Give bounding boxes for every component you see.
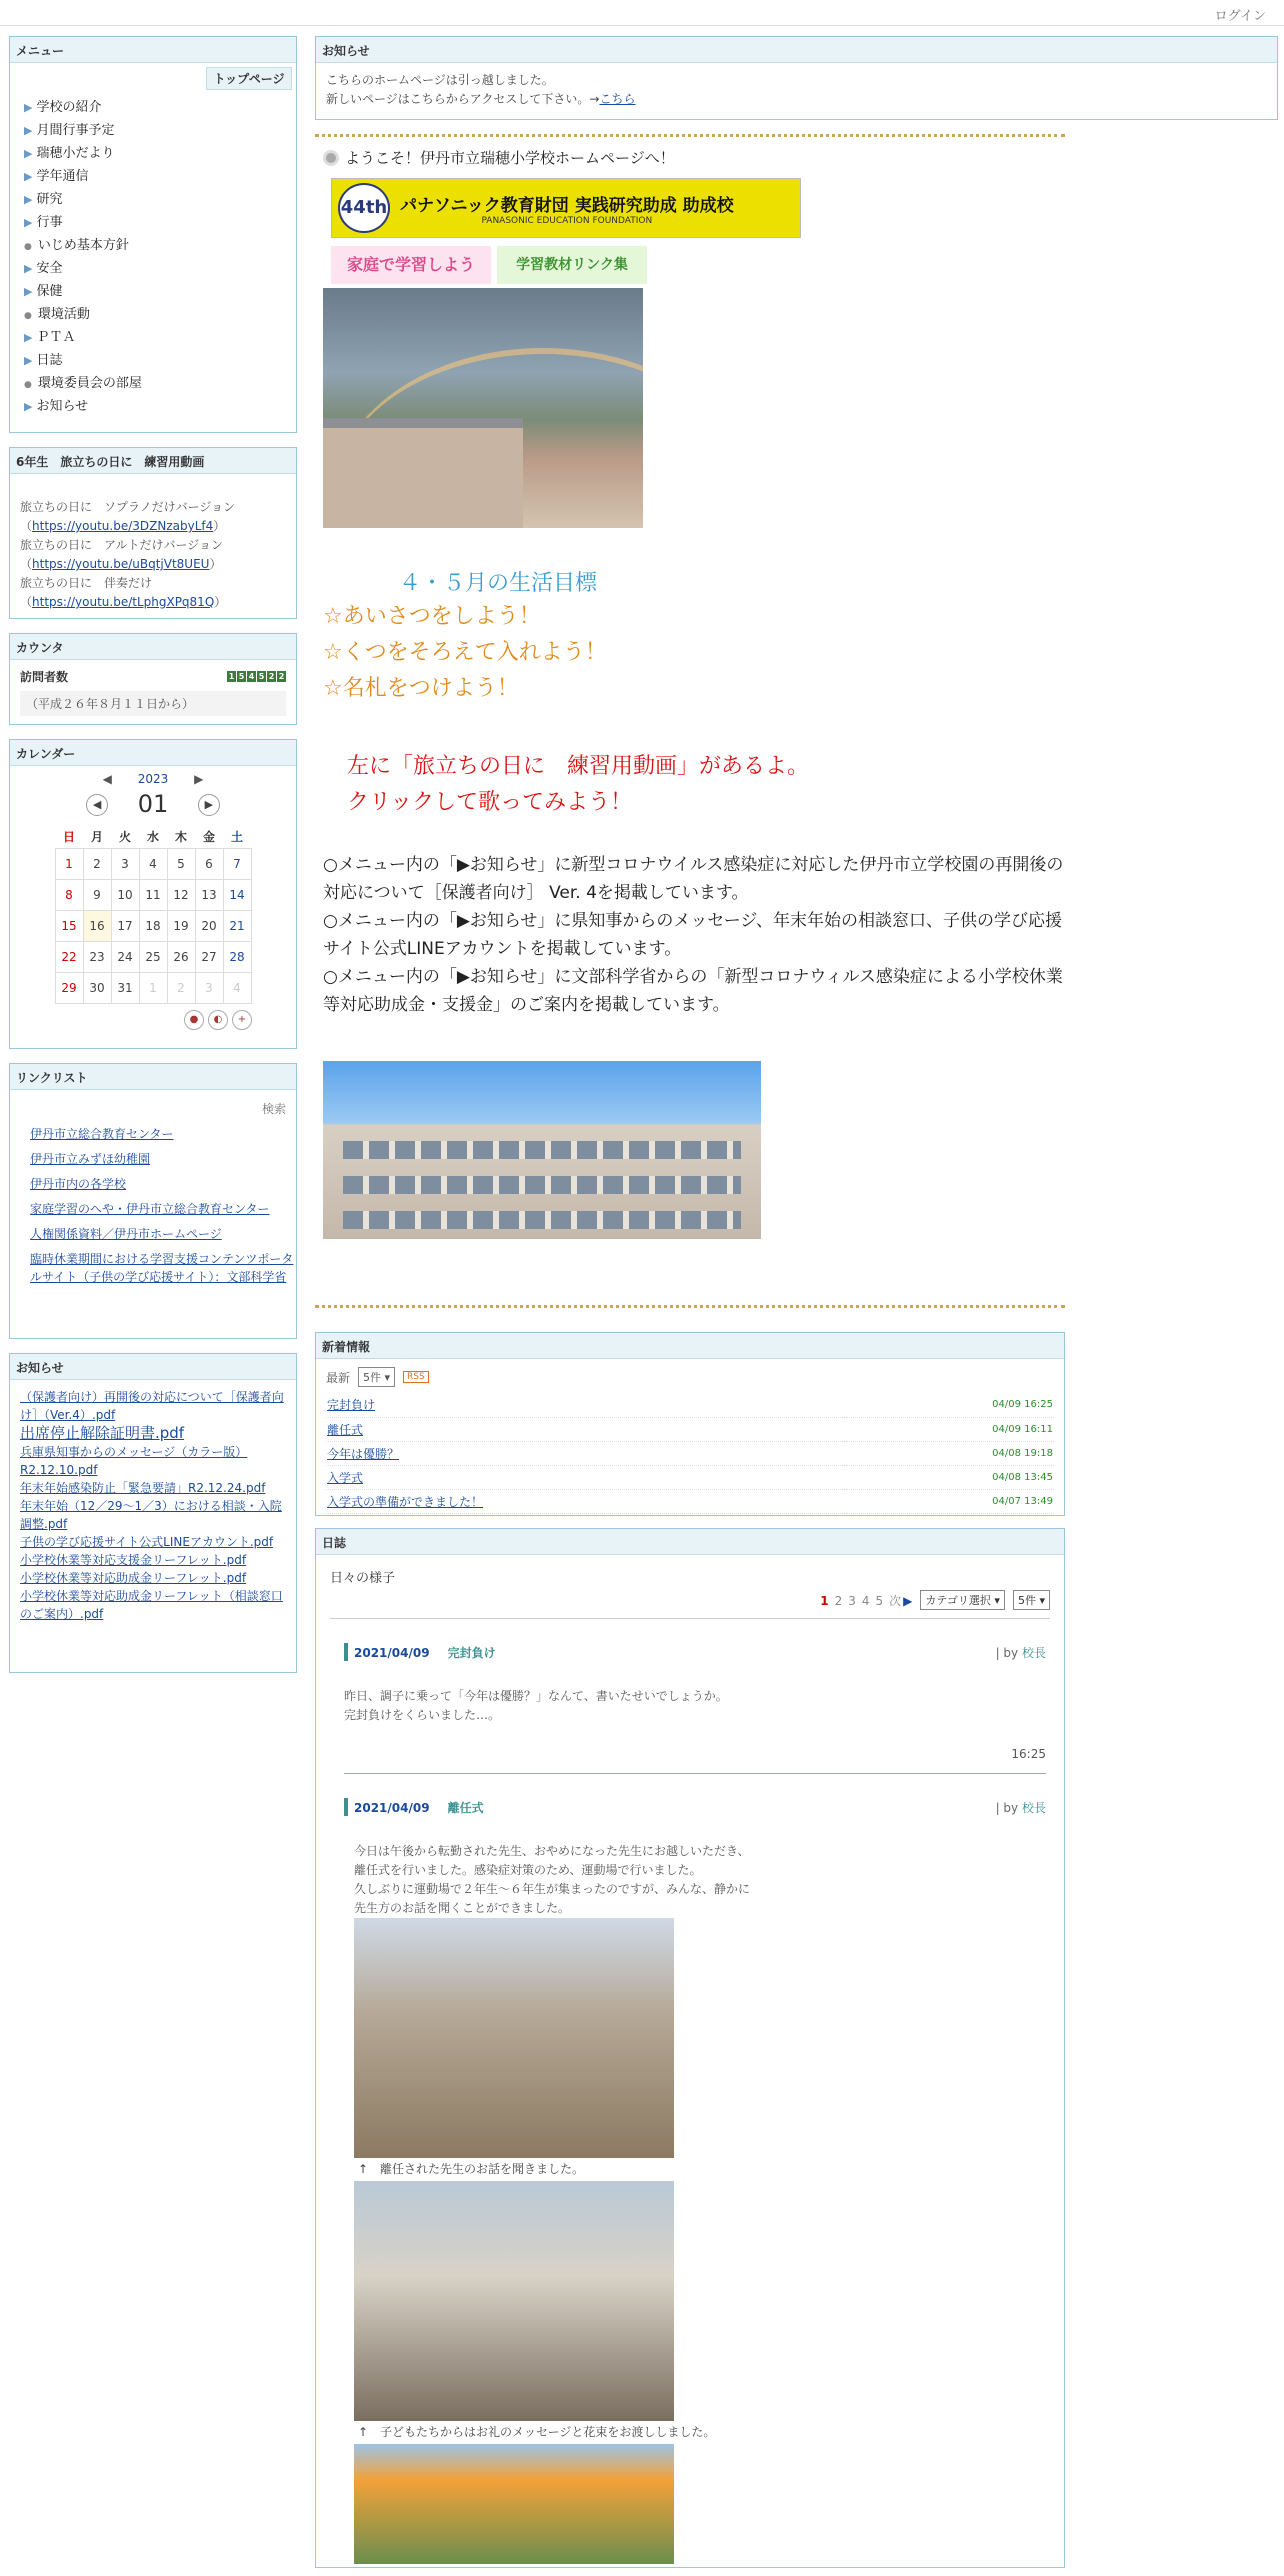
notice-file-link[interactable]: 小学校休業等対応支援金リーフレット.pdf xyxy=(20,1553,247,1567)
weekday-header: 火 xyxy=(118,830,131,845)
weekday-header: 水 xyxy=(146,830,159,845)
entry-time: 16:25 xyxy=(1011,1747,1046,1761)
calendar-day[interactable]: 13 xyxy=(195,879,223,910)
menu-title: メニュー xyxy=(10,37,296,63)
top-notice-line2: 新しいページはこちらからアクセスして下さい。→ xyxy=(326,92,600,106)
video-link[interactable]: https://youtu.be/uBqtjVt8UEU xyxy=(32,557,210,571)
calendar-day[interactable]: 25 xyxy=(139,941,167,972)
counter-digit: 5 xyxy=(238,672,245,681)
menu-list xyxy=(10,96,296,418)
menu-item-label: 研究 xyxy=(36,192,63,207)
visitor-count-digits xyxy=(227,671,286,682)
menu-item-label: 保健 xyxy=(36,284,63,299)
left-notice-block xyxy=(9,1353,297,1673)
link-list-item xyxy=(30,1175,296,1193)
weekday-header: 木 xyxy=(174,830,187,845)
menu-item-label: 学年通信 xyxy=(36,169,89,184)
entry-text-line: 今日は午後から転勤された先生、おやめになった先生にお越しいただき、 xyxy=(354,1844,750,1858)
calendar-day[interactable]: 8 xyxy=(55,879,83,910)
monthly-goal: ☆あいさつをしよう！ xyxy=(323,604,541,629)
calendar-day[interactable]: 16 xyxy=(83,910,111,941)
menu-notice-text: ○メニュー内の「▶お知らせ」に新型コロナウイルス感染症に対応した伊丹市立学校園の再開後の対応について［保護者向け］ Ver. 4を掲載しています。 xyxy=(323,855,1064,903)
link-list-item xyxy=(30,1150,296,1168)
pager-next[interactable]: 次 xyxy=(889,1593,902,1608)
video-hint-text: クリックして歌ってみよう！ xyxy=(347,790,633,815)
calendar-day[interactable]: 27 xyxy=(195,941,223,972)
bullet-dot-icon: ● xyxy=(24,380,32,390)
menu-item[interactable] xyxy=(24,280,296,303)
news-time: 04/09 16:25 xyxy=(847,1393,1054,1417)
news-title: 新着情報 xyxy=(316,1333,1064,1359)
entry-text-line: 先生方のお話を聞くことができました。 xyxy=(354,1901,571,1915)
counter-digit: 2 xyxy=(278,672,285,681)
calendar-day[interactable]: 30 xyxy=(83,972,111,1003)
notice-file-link[interactable]: 子供の学び応援サイト公式LINEアカウント.pdf xyxy=(20,1535,274,1549)
menu-item[interactable] xyxy=(24,96,296,119)
link-list-link[interactable]: 臨時休業期間における学習支援コンテンツポータルサイト（子供の学び応援サイト）：文部科学省 xyxy=(30,1252,294,1284)
counter-title: カウンタ xyxy=(10,634,296,660)
video-label: 旅立ちの日に ソプラノだけバージョン xyxy=(20,500,236,514)
pager-page[interactable]: 3 xyxy=(848,1593,856,1608)
entry-author[interactable]: 校長 xyxy=(1021,1645,1046,1660)
menu-item-label: 環境委員会の部屋 xyxy=(37,376,142,391)
next-year-arrow[interactable]: ▶ xyxy=(194,772,204,786)
school-building-photo xyxy=(323,1061,761,1239)
news-count-select[interactable]: 5件 ▾ xyxy=(358,1367,395,1387)
calendar-day[interactable]: 12 xyxy=(167,879,195,910)
visitor-count-label: 訪問者数 xyxy=(20,670,69,684)
video-link-line: （https://youtu.be/3DZNzabyLf4） xyxy=(20,519,226,533)
menu-item-label: ＰＴＡ xyxy=(36,330,76,345)
calendar-month: 01 xyxy=(137,790,169,818)
link-list-link[interactable]: 人権関係資料／伊丹市ホームページ xyxy=(30,1227,222,1241)
counter-digit: 5 xyxy=(258,672,265,681)
expand-triangle-icon: ▶ xyxy=(24,147,33,160)
weekday-header: 土 xyxy=(230,830,243,845)
link-list-link[interactable]: 家庭学習のへや・伊丹市立総合教育センター xyxy=(30,1202,270,1216)
news-link[interactable]: 離任式 xyxy=(327,1422,364,1437)
expand-triangle-icon: ▶ xyxy=(24,170,33,183)
expand-triangle-icon: ▶ xyxy=(24,193,33,206)
news-latest-label: 最新 xyxy=(326,1370,351,1385)
video-block-title: 6年生 旅立ちの日に 練習用動画 xyxy=(10,448,296,474)
calendar-year: 2023 xyxy=(137,772,169,786)
prev-year-arrow[interactable]: ◀ xyxy=(102,772,112,786)
entry-text-line: 昨日、調子に乗って「今年は優勝？」なんて、書いたせいでしょうか。 xyxy=(344,1689,728,1703)
calendar-day[interactable]: 1 xyxy=(139,972,167,1003)
menu-item[interactable] xyxy=(24,165,296,188)
top-bar xyxy=(0,0,1284,26)
news-row xyxy=(326,1441,1054,1465)
entry-date: 2021/04/09 xyxy=(354,1800,430,1815)
diary-subtitle: 日々の様子 xyxy=(330,1571,396,1586)
news-link[interactable]: 入学式 xyxy=(327,1470,364,1485)
divider xyxy=(315,134,1065,137)
home-study-banner[interactable]: 家庭で学習しよう xyxy=(331,246,491,284)
news-link[interactable]: 今年は優勝？ xyxy=(327,1446,400,1461)
expand-triangle-icon: ▶ xyxy=(24,262,33,275)
calendar-add-icon[interactable]: + xyxy=(232,1010,252,1030)
photo-caption: ↑ 子どもたちからはお礼のメッセージと花束をお渡ししました。 xyxy=(358,2425,716,2439)
login-link[interactable]: ログイン xyxy=(1214,9,1266,24)
news-link[interactable]: 入学式の準備ができました！ xyxy=(327,1494,484,1509)
rss-badge[interactable]: RSS xyxy=(403,1371,429,1383)
menu-item[interactable] xyxy=(24,119,296,142)
bullet-dot-icon: ● xyxy=(24,311,32,321)
link-search-link[interactable]: 検索 xyxy=(261,1102,286,1116)
new-site-link[interactable]: こちら xyxy=(599,92,636,106)
calendar-today-icon[interactable]: ● xyxy=(184,1010,204,1030)
link-list-title: リンクリスト xyxy=(10,1064,296,1090)
menu-item[interactable] xyxy=(24,372,296,395)
counter-digit: 2 xyxy=(268,672,275,681)
menu-item-label: 安全 xyxy=(36,261,63,276)
notice-file-link[interactable]: 兵庫県知事からのメッセージ（カラー版）R2.12.10.pdf xyxy=(20,1445,248,1477)
panasonic-banner[interactable] xyxy=(331,178,801,238)
entry-category[interactable]: 完封負け xyxy=(447,1645,496,1660)
panasonic-banner-title: パナソニック教育財団 実践研究助成 助成校 xyxy=(400,195,734,216)
calendar-block xyxy=(9,739,297,1049)
welcome-heading xyxy=(323,147,1065,168)
link-list-item xyxy=(30,1125,296,1143)
menu-item-label: 環境活動 xyxy=(37,307,90,322)
link-list-link[interactable]: 伊丹市立総合教育センター xyxy=(30,1127,174,1141)
calendar-day[interactable]: 21 xyxy=(223,910,251,941)
news-list xyxy=(326,1393,1054,1514)
video-item xyxy=(20,498,286,536)
news-link[interactable]: 完封負け xyxy=(327,1398,376,1413)
video-link[interactable]: https://youtu.be/tLphgXPq81Q xyxy=(32,595,215,609)
entry-text-line: 完封負けをくらいました…。 xyxy=(344,1708,501,1722)
notice-file-link[interactable]: 小学校休業等対応助成金リーフレット.pdf xyxy=(20,1571,247,1585)
calendar-day[interactable]: 29 xyxy=(55,972,83,1003)
menu-item[interactable] xyxy=(24,257,296,280)
link-list-item xyxy=(30,1225,296,1243)
prev-month-button[interactable]: ◀ xyxy=(86,794,108,816)
counter-digit: 4 xyxy=(248,672,255,681)
calendar-day[interactable]: 24 xyxy=(111,941,139,972)
weekday-header: 月 xyxy=(90,830,103,845)
category-select[interactable]: カテゴリ選択 ▾ xyxy=(920,1590,1005,1610)
link-list xyxy=(10,1125,296,1286)
news-row xyxy=(326,1393,1054,1417)
weekday-header: 金 xyxy=(202,830,215,845)
news-block xyxy=(315,1332,1065,1516)
calendar-day[interactable]: 1 xyxy=(55,848,83,879)
news-row xyxy=(326,1465,1054,1489)
calendar-day[interactable]: 23 xyxy=(83,941,111,972)
study-material-links-banner[interactable]: 学習教材リンク集 xyxy=(497,246,647,284)
rainbow-school-photo xyxy=(323,288,643,528)
top-page-button[interactable]: トップページ xyxy=(206,67,292,90)
link-list-link[interactable]: 伊丹市立みずほ幼稚園 xyxy=(30,1152,151,1166)
photo-caption: ↑ 離任された先生のお話を聞きました。 xyxy=(358,2162,585,2176)
left-notice-title: お知らせ xyxy=(10,1354,296,1380)
diary-title: 日誌 xyxy=(316,1529,1064,1555)
top-notice-line1: こちらのホームページは引っ越しました。 xyxy=(326,73,554,87)
calendar-day[interactable]: 15 xyxy=(55,910,83,941)
calendar-grid xyxy=(55,826,252,1004)
menu-item[interactable] xyxy=(24,303,296,326)
notice-file-item xyxy=(20,1587,286,1623)
top-notice-block xyxy=(315,36,1278,120)
news-time: 04/08 13:45 xyxy=(847,1465,1054,1489)
calendar-day[interactable]: 2 xyxy=(83,848,111,879)
flower-presentation-photo xyxy=(354,2181,674,2421)
bullet-dot-icon: ● xyxy=(24,242,32,252)
calendar-day[interactable]: 9 xyxy=(83,879,111,910)
news-row xyxy=(326,1417,1054,1441)
news-time: 04/08 19:18 xyxy=(847,1441,1054,1465)
balloon-arch-photo xyxy=(354,2444,674,2564)
video-item xyxy=(20,574,286,612)
notice-file-item xyxy=(20,1424,286,1443)
menu-item-label: 日誌 xyxy=(36,353,63,368)
monthly-goals-heading: ４・５月の生活目標 xyxy=(399,571,598,596)
calendar-week-icon[interactable]: ◐ xyxy=(208,1010,228,1030)
entry-date: 2021/04/09 xyxy=(354,1645,430,1660)
video-link-line: （https://youtu.be/uBqtjVt8UEU） xyxy=(20,557,222,571)
notice-file-link[interactable]: 小学校休業等対応助成金リーフレット（相談窓口のご案内）.pdf xyxy=(20,1589,283,1621)
entry-author-prefix: | by xyxy=(995,1645,1019,1660)
notice-file-link[interactable]: （保護者向け）再開後の対応について［保護者向け］（Ver.4）.pdf xyxy=(20,1390,284,1422)
pager-page[interactable]: 1 xyxy=(820,1593,829,1608)
menu-item[interactable] xyxy=(24,234,296,257)
menu-item-label: いじめ基本方針 xyxy=(37,238,129,253)
calendar-day[interactable]: 26 xyxy=(167,941,195,972)
calendar-day[interactable]: 4 xyxy=(223,972,251,1003)
video-block xyxy=(9,447,297,619)
entry-author[interactable]: 校長 xyxy=(1021,1800,1046,1815)
notice-file-item xyxy=(20,1533,286,1551)
panasonic-banner-subtitle: PANASONIC EDUCATION FOUNDATION xyxy=(481,215,653,226)
notice-file-item xyxy=(20,1569,286,1587)
monthly-goal: ☆名札をつけよう！ xyxy=(323,676,519,701)
next-arrow-icon[interactable]: ▶ xyxy=(903,1593,913,1608)
calendar-title: カレンダー xyxy=(10,740,296,766)
entry-category[interactable]: 離任式 xyxy=(447,1800,484,1815)
expand-triangle-icon: ▶ xyxy=(24,124,33,137)
calendar-day[interactable]: 17 xyxy=(111,910,139,941)
notice-file-item xyxy=(20,1551,286,1569)
diary-pager xyxy=(820,1592,912,1609)
video-label: 旅立ちの日に アルトだけバージョン xyxy=(20,538,224,552)
top-notice-title: お知らせ xyxy=(316,37,1277,63)
calendar-day[interactable]: 3 xyxy=(195,972,223,1003)
calendar-day[interactable]: 18 xyxy=(139,910,167,941)
expand-triangle-icon: ▶ xyxy=(24,216,33,229)
news-row xyxy=(326,1489,1054,1513)
notice-file-item xyxy=(20,1479,286,1497)
pager-page[interactable]: 4 xyxy=(861,1593,870,1608)
calendar-day[interactable]: 5 xyxy=(167,848,195,879)
entry-author-prefix: | by xyxy=(995,1800,1019,1815)
calendar-day[interactable]: 31 xyxy=(111,972,139,1003)
menu-item[interactable] xyxy=(24,142,296,165)
calendar-day[interactable]: 11 xyxy=(139,879,167,910)
counter-digit: 1 xyxy=(228,672,235,681)
video-item xyxy=(20,536,286,574)
menu-notice-text: ○メニュー内の「▶お知らせ」に県知事からのメッセージ、年末年始の相談窓口、子供の学び応援サイト公式LINEアカウントを掲載しています。 xyxy=(323,911,1063,959)
video-label: 旅立ちの日に 伴奏だけ xyxy=(20,576,153,590)
weekday-header: 日 xyxy=(62,830,75,845)
panasonic-44th-badge: 44th xyxy=(338,183,390,233)
left-notice-list xyxy=(20,1388,286,1623)
menu-item-label: 月間行事予定 xyxy=(36,123,115,138)
expand-triangle-icon: ▶ xyxy=(24,354,33,367)
menu-notice-text: ○メニュー内の「▶お知らせ」に文部科学省からの「新型コロナウィルス感染症による小学校休業等対応助成金・支援金」のご案内を掲載しています。 xyxy=(323,967,1063,1015)
expand-triangle-icon: ▶ xyxy=(24,400,33,413)
pager-page[interactable]: 2 xyxy=(834,1593,843,1608)
calendar-day[interactable]: 2 xyxy=(167,972,195,1003)
calendar-day[interactable]: 6 xyxy=(195,848,223,879)
diary-block xyxy=(315,1528,1065,2568)
calendar-day[interactable]: 19 xyxy=(167,910,195,941)
menu-item-label: 瑞穂小だより xyxy=(36,146,115,161)
notice-file-item xyxy=(20,1443,286,1479)
entry-text-line: 久しぶりに運動場で２年生～６年生が集まったのですが、みんな、静かに xyxy=(354,1882,751,1896)
news-time: 04/09 16:11 xyxy=(847,1417,1054,1441)
notice-file-link[interactable]: 年末年始（12／29～1／3）における相談・入院調整.pdf xyxy=(20,1499,282,1531)
study-banner[interactable] xyxy=(331,246,1065,284)
menu-block xyxy=(9,36,297,433)
news-time: 04/07 13:49 xyxy=(847,1489,1054,1513)
welcome-title: ようこそ！伊丹市立瑞穂小学校ホームページへ！ xyxy=(345,149,675,167)
expand-triangle-icon: ▶ xyxy=(24,285,33,298)
menu-item[interactable] xyxy=(24,326,296,349)
calendar-day[interactable]: 20 xyxy=(195,910,223,941)
farewell-ceremony-photo xyxy=(354,1918,674,2158)
next-month-button[interactable]: ▶ xyxy=(198,794,220,816)
link-list-link[interactable]: 伊丹市内の各学校 xyxy=(30,1177,127,1191)
video-hint-text: 左に「旅立ちの日に 練習用動画」があるよ。 xyxy=(347,754,810,779)
menu-item-label: お知らせ xyxy=(36,399,89,414)
divider xyxy=(315,1305,1065,1308)
calendar-day[interactable]: 7 xyxy=(223,848,251,879)
menu-item[interactable] xyxy=(24,395,296,418)
expand-triangle-icon: ▶ xyxy=(24,331,33,344)
menu-item[interactable] xyxy=(24,211,296,234)
link-list-item xyxy=(30,1250,296,1286)
calendar-day[interactable]: 3 xyxy=(111,848,139,879)
notice-file-item xyxy=(20,1388,286,1424)
video-link[interactable]: https://youtu.be/3DZNzabyLf4 xyxy=(32,519,214,533)
diary-entry xyxy=(344,1643,1046,1774)
counter-block xyxy=(9,633,297,725)
notice-file-link[interactable]: 出席停止解除証明書.pdf xyxy=(20,1424,185,1442)
menu-item-label: 学校の紹介 xyxy=(36,100,102,115)
calendar-day[interactable]: 4 xyxy=(139,848,167,879)
link-list-block xyxy=(9,1063,297,1339)
calendar-day[interactable]: 14 xyxy=(223,879,251,910)
link-list-item xyxy=(30,1200,296,1218)
pager-page[interactable]: 5 xyxy=(875,1593,884,1608)
diary-count-select[interactable]: 5件 ▾ xyxy=(1013,1590,1050,1610)
diary-entry xyxy=(344,1798,1046,2564)
menu-item-label: 行事 xyxy=(36,215,63,230)
entry-text-line: 離任式を行いました。感染症対策のため、運動場で行いました。 xyxy=(354,1863,702,1877)
notice-file-item xyxy=(20,1497,286,1533)
bullet-circle-icon xyxy=(323,150,339,166)
video-link-line: （https://youtu.be/tLphgXPq81Q） xyxy=(20,595,227,609)
calendar-day[interactable]: 22 xyxy=(55,941,83,972)
calendar-day[interactable]: 10 xyxy=(111,879,139,910)
menu-item[interactable] xyxy=(24,349,296,372)
expand-triangle-icon: ▶ xyxy=(24,101,33,114)
notice-file-link[interactable]: 年末年始感染防止「緊急要請」R2.12.24.pdf xyxy=(20,1481,266,1495)
menu-item[interactable] xyxy=(24,188,296,211)
calendar-day[interactable]: 28 xyxy=(223,941,251,972)
counter-since: （平成２６年８月１１日から） xyxy=(20,691,286,716)
monthly-goal: ☆くつをそろえて入れよう！ xyxy=(323,640,607,665)
